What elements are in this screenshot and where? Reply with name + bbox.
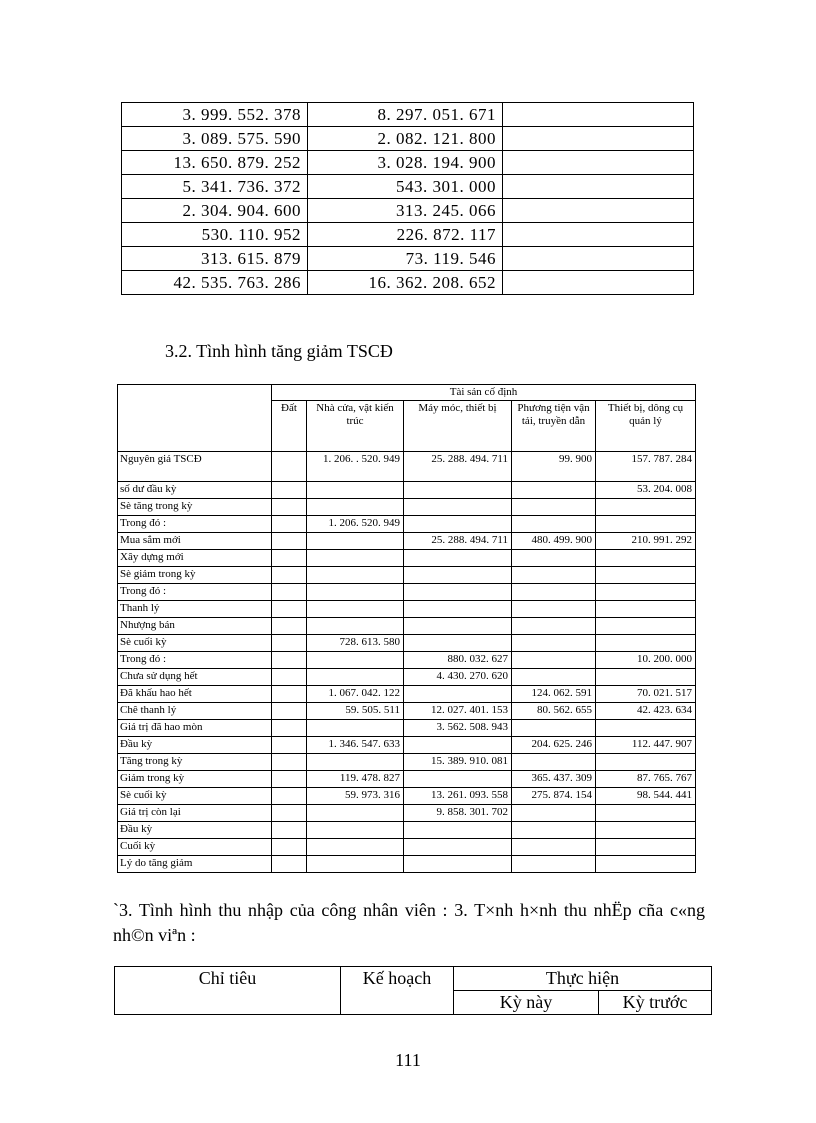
table-cell: [512, 584, 596, 601]
table-cell: 99. 900: [512, 452, 596, 482]
table-cell: 3. 028. 194. 900: [308, 151, 503, 175]
table-cell: [596, 618, 696, 635]
table-cell: 480. 499. 900: [512, 533, 596, 550]
table-cell: [596, 584, 696, 601]
table-cell: [512, 652, 596, 669]
table-row: [122, 247, 694, 271]
table-cell: 313. 615. 879: [122, 247, 308, 271]
row-label: Thanh lý: [118, 601, 272, 618]
table-cell: 42. 423. 634: [596, 703, 696, 720]
table-cell: [272, 652, 307, 669]
table-row: [118, 703, 696, 720]
col-header-thiet-bi: Thiết bị, dông cụ quản lý: [596, 401, 696, 452]
col-chi-tieu: Chỉ tiêu: [115, 967, 341, 1015]
table-row: [118, 452, 696, 482]
table-cell: [272, 567, 307, 584]
table-cell: 70. 021. 517: [596, 686, 696, 703]
table-row: [118, 805, 696, 822]
table-cell: [307, 856, 404, 873]
table-cell: [596, 567, 696, 584]
table-cell: [272, 516, 307, 533]
table-cell: [404, 737, 512, 754]
table-cell: [307, 533, 404, 550]
table-cell: 25. 288. 494. 711: [404, 533, 512, 550]
table-cell: [503, 199, 694, 223]
table-cell: [307, 720, 404, 737]
table-cell: [404, 822, 512, 839]
row-label: số dư đầu kỳ: [118, 482, 272, 499]
table-cell: 3. 999. 552. 378: [122, 103, 308, 127]
table-cell: 204. 625. 246: [512, 737, 596, 754]
table-cell: 16. 362. 208. 652: [308, 271, 503, 295]
row-label: Đầu kỳ: [118, 737, 272, 754]
table-cell: [512, 618, 596, 635]
table-cell: [596, 516, 696, 533]
table-cell: [596, 839, 696, 856]
row-label: Trong đó :: [118, 652, 272, 669]
table-cell: 2. 304. 904. 600: [122, 199, 308, 223]
table-cell: 3. 562. 508. 943: [404, 720, 512, 737]
table-cell: 3. 089. 575. 590: [122, 127, 308, 151]
table-cell: [596, 550, 696, 567]
table-cell: [596, 669, 696, 686]
table-cell: [404, 856, 512, 873]
row-label: Giá trị còn lại: [118, 805, 272, 822]
table-cell: [512, 805, 596, 822]
row-label: Nhượng bán: [118, 618, 272, 635]
table-cell: 4. 430. 270. 620: [404, 669, 512, 686]
table-cell: [404, 839, 512, 856]
col-ky-nay: Kỳ này: [454, 991, 599, 1015]
table-cell: [307, 669, 404, 686]
table-cell: [503, 127, 694, 151]
table-cell: [272, 584, 307, 601]
table-row: [118, 533, 696, 550]
fixed-assets-table: [117, 384, 696, 873]
table-row: [122, 199, 694, 223]
table-cell: [512, 839, 596, 856]
col-header-may-moc: Máy móc, thiết bị: [404, 401, 512, 452]
table-cell: 226. 872. 117: [308, 223, 503, 247]
table-cell: [404, 771, 512, 788]
table-cell: [596, 805, 696, 822]
table-cell: 13. 650. 879. 252: [122, 151, 308, 175]
row-label: Xây dựng mới: [118, 550, 272, 567]
table-cell: [307, 618, 404, 635]
table-cell: 313. 245. 066: [308, 199, 503, 223]
table-cell: 98. 544. 441: [596, 788, 696, 805]
table-cell: [404, 499, 512, 516]
table-cell: 1. 067. 042. 122: [307, 686, 404, 703]
table-cell: [404, 550, 512, 567]
table-cell: [512, 601, 596, 618]
table-cell: [307, 822, 404, 839]
table-cell: 12. 027. 401. 153: [404, 703, 512, 720]
table-cell: [404, 601, 512, 618]
table-cell: [503, 271, 694, 295]
table-cell: [503, 247, 694, 271]
table-cell: [503, 151, 694, 175]
col-header-dat: Đất: [272, 401, 307, 452]
row-label: Sè giảm trong kỳ: [118, 567, 272, 584]
table-row: [122, 223, 694, 247]
table-cell: 73. 119. 546: [308, 247, 503, 271]
table-cell: [512, 856, 596, 873]
col-header-nha-cua: Nhà cửa, vật kiến trúc: [307, 401, 404, 452]
table-row: [118, 737, 696, 754]
table-row: [118, 720, 696, 737]
table-cell: [307, 754, 404, 771]
table-cell: [596, 720, 696, 737]
table-cell: 15. 389. 910. 081: [404, 754, 512, 771]
table-cell: [272, 703, 307, 720]
table-cell: [272, 499, 307, 516]
row-label: Trong đó :: [118, 516, 272, 533]
table-cell: [503, 223, 694, 247]
table-row: [118, 499, 696, 516]
table-cell: 8. 297. 051. 671: [308, 103, 503, 127]
table-cell: 119. 478. 827: [307, 771, 404, 788]
table-row: [122, 271, 694, 295]
table-row: [118, 584, 696, 601]
table-cell: 53. 204. 008: [596, 482, 696, 499]
row-label: Đã khấu hao hết: [118, 686, 272, 703]
table-cell: 112. 447. 907: [596, 737, 696, 754]
table-cell: [307, 567, 404, 584]
table-cell: 1. 346. 547. 633: [307, 737, 404, 754]
table-row: [118, 856, 696, 873]
table-cell: [596, 822, 696, 839]
table-cell: [512, 482, 596, 499]
table-cell: [307, 652, 404, 669]
table-row: [118, 482, 696, 499]
table-cell: 1. 206. . 520. 949: [307, 452, 404, 482]
table-cell: [512, 499, 596, 516]
table-cell: 210. 991. 292: [596, 533, 696, 550]
table-cell: [404, 584, 512, 601]
table-cell: [272, 550, 307, 567]
table-cell: 9. 858. 301. 702: [404, 805, 512, 822]
row-label: Giảm trong kỳ: [118, 771, 272, 788]
table-cell: [404, 567, 512, 584]
table-cell: 275. 874. 154: [512, 788, 596, 805]
row-label: Chê thanh lý: [118, 703, 272, 720]
table-cell: [272, 669, 307, 686]
group-header-cell: Tài sản cố định: [272, 385, 696, 401]
table-cell: 2. 082. 121. 800: [308, 127, 503, 151]
table-cell: [307, 550, 404, 567]
table-cell: [272, 720, 307, 737]
row-label-header: [118, 385, 272, 452]
table-row: [118, 669, 696, 686]
table-cell: 365. 437. 309: [512, 771, 596, 788]
row-label: Cuối kỳ: [118, 839, 272, 856]
table-cell: [512, 635, 596, 652]
table-cell: [596, 754, 696, 771]
table-cell: [272, 737, 307, 754]
row-label: Sè cuối kỳ: [118, 635, 272, 652]
table-cell: 59. 973. 316: [307, 788, 404, 805]
table-cell: [272, 805, 307, 822]
table-row: [118, 788, 696, 805]
table-cell: [512, 516, 596, 533]
section-heading: 3.2. Tình hình tăng giảm TSCĐ: [165, 341, 393, 361]
row-label: Sè cuối kỳ: [118, 788, 272, 805]
table-cell: [272, 788, 307, 805]
table-group-header-row: [118, 385, 696, 401]
table-cell: [512, 754, 596, 771]
table-cell: [272, 839, 307, 856]
table-cell: [512, 822, 596, 839]
table-cell: [272, 452, 307, 482]
table-cell: [596, 635, 696, 652]
table-cell: 543. 301. 000: [308, 175, 503, 199]
table-cell: [272, 754, 307, 771]
col-ky-truoc: Kỳ trước: [599, 991, 712, 1015]
table-cell: [272, 856, 307, 873]
table-row: [118, 567, 696, 584]
table-cell: 13. 261. 093. 558: [404, 788, 512, 805]
row-label: Tăng trong kỳ: [118, 754, 272, 771]
table-row: [118, 652, 696, 669]
section-paragraph: `3. Tình hình thu nhập của công nhân viên : 3. T×nh h×nh thu nhËp cña c«ng nh©n viªn :: [113, 900, 705, 945]
table-cell: [307, 839, 404, 856]
table-row: [118, 635, 696, 652]
table-cell: [272, 822, 307, 839]
page-number: 111: [395, 1050, 421, 1070]
col-thuc-hien: Thực hiện: [454, 967, 712, 991]
table-cell: [404, 635, 512, 652]
table-row: [118, 839, 696, 856]
table-cell: 25. 288. 494. 711: [404, 452, 512, 482]
table-row: [118, 771, 696, 788]
table-row: [118, 550, 696, 567]
row-label: Đầu kỳ: [118, 822, 272, 839]
table-row: [118, 618, 696, 635]
table-cell: [404, 516, 512, 533]
table-cell: 5. 341. 736. 372: [122, 175, 308, 199]
table-cell: [272, 618, 307, 635]
table-cell: [512, 720, 596, 737]
row-label: Giá trị đã hao mòn: [118, 720, 272, 737]
table-cell: [404, 686, 512, 703]
table-cell: 42. 535. 763. 286: [122, 271, 308, 295]
row-label: Lý do tăng giảm: [118, 856, 272, 873]
table-cell: 728. 613. 580: [307, 635, 404, 652]
table-cell: [503, 103, 694, 127]
table-row: [118, 822, 696, 839]
income-table: [114, 966, 712, 1015]
table-cell: [272, 482, 307, 499]
income-header-row-1: [115, 967, 712, 991]
table-cell: [272, 686, 307, 703]
table-cell: [503, 175, 694, 199]
table-cell: [307, 584, 404, 601]
table-row: [122, 127, 694, 151]
table-cell: [512, 669, 596, 686]
table-cell: [272, 533, 307, 550]
table-cell: 59. 505. 511: [307, 703, 404, 720]
table-cell: [596, 601, 696, 618]
row-label: Sè tăng trong kỳ: [118, 499, 272, 516]
table-cell: 10. 200. 000: [596, 652, 696, 669]
table-cell: 1. 206. 520. 949: [307, 516, 404, 533]
table-row: [122, 175, 694, 199]
table-cell: [512, 567, 596, 584]
table-cell: [272, 771, 307, 788]
table-cell: 124. 062. 591: [512, 686, 596, 703]
table-row: [118, 601, 696, 618]
table-row: [118, 516, 696, 533]
table-cell: 880. 032. 627: [404, 652, 512, 669]
table-cell: [307, 805, 404, 822]
row-label: Chưa sử dụng hết: [118, 669, 272, 686]
table-cell: [596, 856, 696, 873]
table-cell: [272, 635, 307, 652]
table-cell: 80. 562. 655: [512, 703, 596, 720]
table-row: [118, 686, 696, 703]
col-ke-hoach: Kế hoạch: [341, 967, 454, 1015]
table-cell: [512, 550, 596, 567]
table-cell: [404, 618, 512, 635]
table-cell: [404, 482, 512, 499]
table-row: [122, 103, 694, 127]
table-row: [122, 151, 694, 175]
summary-values-table: [121, 102, 694, 295]
table-row: [118, 754, 696, 771]
row-label: Trong đó :: [118, 584, 272, 601]
row-label: Nguyên giá TSCĐ: [118, 452, 272, 482]
table-cell: [272, 601, 307, 618]
table-cell: [307, 499, 404, 516]
table-cell: 157. 787. 284: [596, 452, 696, 482]
table-cell: [596, 499, 696, 516]
table-cell: 530. 110. 952: [122, 223, 308, 247]
table-cell: 87. 765. 767: [596, 771, 696, 788]
table-cell: [307, 482, 404, 499]
row-label: Mua sắm mới: [118, 533, 272, 550]
table-cell: [307, 601, 404, 618]
col-header-phuong-tien: Phương tiện vận tải, truyền dẫn: [512, 401, 596, 452]
